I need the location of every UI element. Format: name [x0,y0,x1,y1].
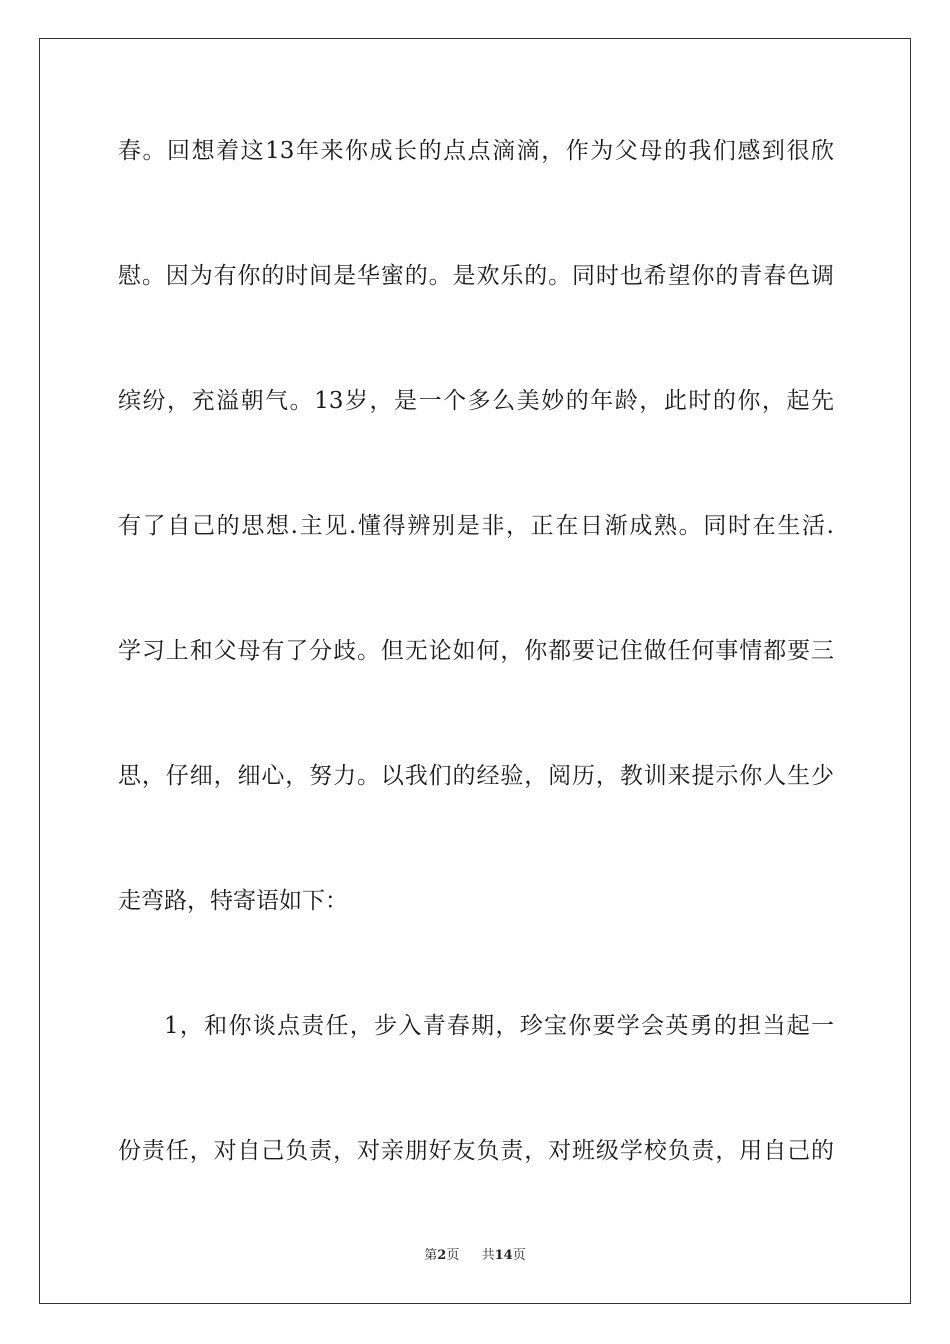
text-line-4: 有了自己的思想.主见.懂得辨别是非，正在日渐成熟。同时在生活. [118,513,834,539]
page-prefix: 第 [424,1248,438,1263]
document-body [118,126,834,1251]
text-line-6: 思，仔细，细心，努力。以我们的经验，阅历，教训来提示你人生少 [118,763,834,789]
text-line-3: 缤纷，充溢朝气。13岁，是一个多么美妙的年龄，此时的你，起先 [118,388,834,414]
page-number [424,1244,459,1263]
text-line-1: 春。回想着这13年来你成长的点点滴滴，作为父母的我们感到很欣 [118,138,834,164]
text-line-9: 份责任，对自己负责，对亲朋好友负责，对班级学校负责，用自己的 [118,1138,834,1164]
page-footer [0,1244,950,1263]
page-total [482,1244,526,1263]
text-line-8: 1，和你谈点责任，步入青春期，珍宝你要学会英勇的担当起一 [164,1013,834,1039]
current-page: 2 [437,1248,447,1263]
total-pages: 14 [494,1248,513,1263]
total-suffix: 页 [512,1248,526,1263]
text-line-5: 学习上和父母有了分歧。但无论如何，你都要记住做任何事情都要三 [118,638,834,664]
page-suffix: 页 [446,1248,460,1263]
total-prefix: 共 [481,1248,495,1263]
text-line-2: 慰。因为有你的时间是华蜜的。是欢乐的。同时也希望你的青春色调 [118,263,834,289]
text-line-7: 走弯路，特寄语如下： [118,888,348,914]
